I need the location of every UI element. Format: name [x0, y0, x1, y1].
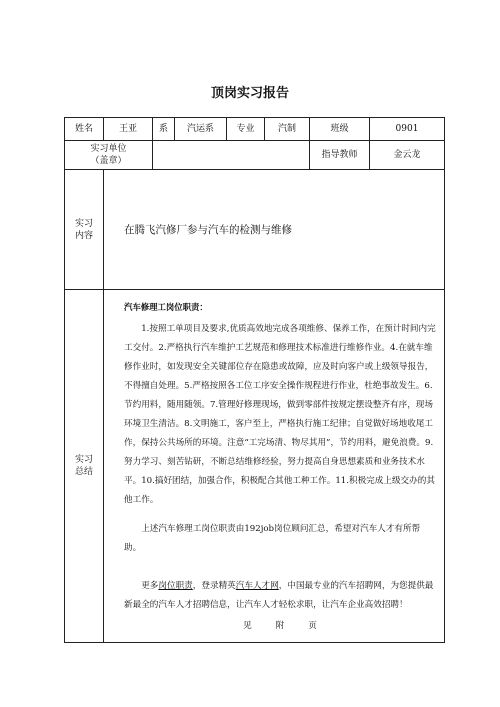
- summary-label-line1: 实习: [74, 455, 93, 465]
- unit-label: [65, 141, 153, 170]
- more-prefix: 更多: [141, 581, 159, 591]
- summary-value: [104, 290, 445, 643]
- major-value: 汽制: [265, 118, 310, 141]
- content-text: 在腾飞汽修厂参与汽车的检测与维修: [124, 223, 292, 236]
- more-info: [124, 577, 436, 615]
- summary-row: [65, 290, 445, 643]
- report-table: [64, 117, 445, 643]
- name-value: 王亚: [104, 118, 153, 141]
- content-label: [65, 170, 104, 290]
- unit-label-line2: （盖章）: [90, 156, 127, 166]
- class-value: 0901: [370, 118, 445, 141]
- duties-heading: 汽车修理工岗位职责：: [124, 302, 208, 312]
- summary-label: [65, 290, 104, 643]
- source-note: 上述汽车修理工岗位职责由192job岗位顾问汇总，希望对汽车人才有所帮助。: [124, 524, 421, 553]
- job-duties-link[interactable]: 岗位职责: [158, 581, 193, 591]
- dept-value: 汽运系: [175, 118, 227, 141]
- dept-label: 系: [153, 118, 175, 141]
- major-label: 专业: [227, 118, 265, 141]
- unit-row: [65, 141, 445, 170]
- more-suffix: ，中国最专业的汽车招聘网，为您提供最新最全的汽车人才招聘信息，让汽车人才轻松求职，让汽车企业高效招聘！: [124, 581, 434, 610]
- summary-body: [104, 290, 444, 642]
- header-row: [65, 118, 445, 141]
- class-label: 班级: [310, 118, 370, 141]
- name-label: 姓名: [65, 118, 104, 141]
- unit-label-line1: 实习单位: [90, 144, 127, 154]
- duties-text: 1.按照工单项目及要求,优质高效地完成各项维修、保养工作，在预计时间内完工交付。2.严格执行汽车维护工艺规范和修理技术标准进行维修作业。4.在就车维修作业时，如发现安全关键部位存在隐患或故障，应及时向客户或上级领导报告，不得擅自处理。5.严格按照各工位工序安全操作规程进行作业，杜绝事故发生。6.节约用料，随用随领。7.管理好修理现场，做到零部件按规定摆设整齐有序，现场环境卫生清洁。8.文明施工，客户至上，严格执行施工纪律；自觉做好场地收尾工作，保持公共场所的环境。注意“工完场清、物尽其用”，节约用料，避免浪费。9.努力学习、刻苦钻研，不断总结维修经验，努力提高自身思想素质和业务技术水平。10.搞好团结，加强合作，积极配合其他工种工作。11.积极完成上级交办的其他工作。: [124, 324, 436, 505]
- more-middle: ，登录精英: [192, 581, 236, 591]
- unit-value: [153, 141, 310, 170]
- teacher-label: 指导教师: [310, 141, 370, 170]
- auto-talent-link[interactable]: 汽车人才网: [235, 581, 279, 591]
- content-row: [65, 170, 445, 290]
- content-label-line1: 实习: [74, 218, 93, 229]
- content-value: [104, 170, 445, 290]
- report-title: 顶岗实习报告: [210, 86, 289, 101]
- see-attached-page: 见附页: [243, 621, 341, 631]
- summary-label-line2: 总结: [74, 467, 93, 477]
- content-label-line2: 内容: [74, 230, 93, 241]
- teacher-value: 金云龙: [370, 141, 445, 170]
